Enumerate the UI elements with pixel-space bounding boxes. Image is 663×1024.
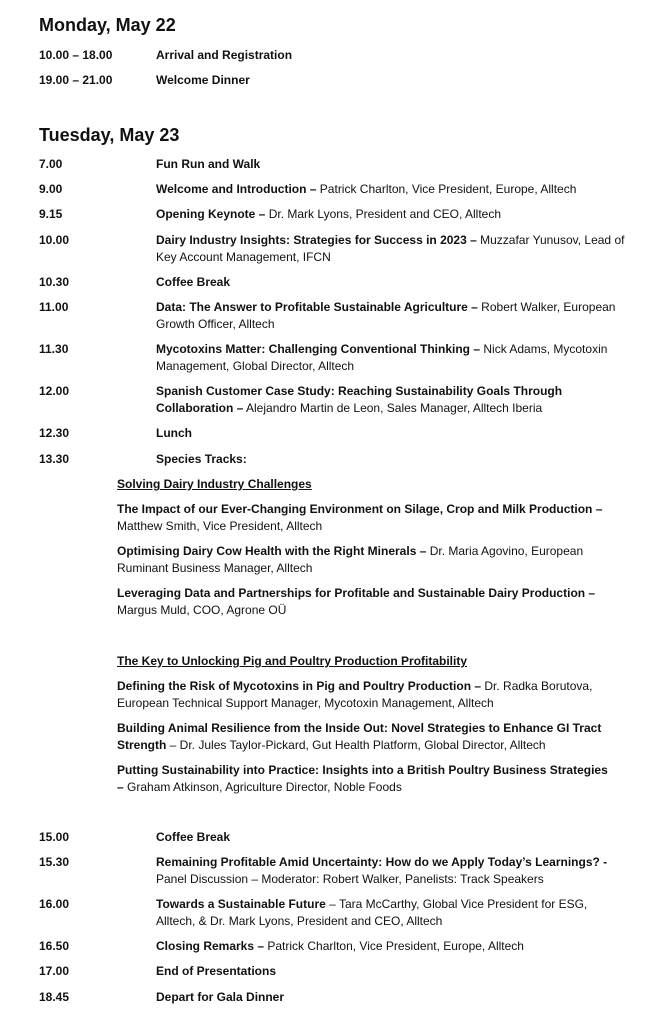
agenda-title: Data: The Answer to Profitable Sustainable Agriculture – <box>156 300 478 314</box>
talk-detail: Graham Atkinson, Agriculture Director, Noble Foods <box>123 780 402 794</box>
agenda-title: Spanish Customer Case Study: Reaching Sustainability Goals Through Collaboration – <box>156 384 563 415</box>
track-title-dairy: Solving Dairy Industry Challenges <box>117 477 312 491</box>
agenda-time: 9.15 <box>39 207 63 221</box>
track-talk <box>117 543 617 577</box>
talk-detail: Margus Muld, COO, Agrone OÜ <box>117 603 287 617</box>
agenda-title: Species Tracks: <box>156 452 247 466</box>
track-talk <box>117 678 617 712</box>
talk-title: Optimising Dairy Cow Health with the Right Minerals – <box>117 544 427 558</box>
agenda-title: Welcome Dinner <box>156 73 250 87</box>
talk-title: Defining the Risk of Mycotoxins in Pig and Poultry Production – <box>117 679 482 693</box>
talk-detail: Dr. Radka Borutova, European Technical Support Manager, Mycotoxin Management, Alltech <box>117 679 593 710</box>
agenda-detail: Robert Walker, European Growth Officer, Alltech <box>156 300 616 331</box>
track-talk <box>117 585 617 619</box>
agenda-title: Depart for Gala Dinner <box>156 990 285 1004</box>
agenda-detail: Muzzafar Yunusov, Lead of Key Account Management, IFCN <box>156 233 625 264</box>
agenda-title: End of Presentations <box>156 964 277 978</box>
agenda-time: 9.00 <box>39 182 63 196</box>
agenda-title: Closing Remarks – <box>156 939 265 953</box>
agenda-time: 10.00 <box>39 233 70 247</box>
agenda-time: 16.00 <box>39 897 70 911</box>
agenda-time: 17.00 <box>39 964 70 978</box>
agenda-title: Dairy Industry Insights: Strategies for Success in 2023 – <box>156 233 477 247</box>
agenda-detail: Alejandro Martin de Leon, Sales Manager, Alltech Iberia <box>243 401 543 415</box>
talk-title: Putting Sustainability into Practice: Insights into a British Poultry Business Strategies – <box>117 763 608 794</box>
talk-title: Leveraging Data and Partnerships for Profitable and Sustainable Dairy Production – <box>117 586 596 600</box>
track-talk <box>117 501 617 535</box>
agenda-title: Welcome and Introduction – <box>156 182 317 196</box>
talk-title: Building Animal Resilience from the Inside Out: Novel Strategies to Enhance GI Tract Strength <box>117 721 602 752</box>
talk-title: The Impact of our Ever-Changing Environment on Silage, Crop and Milk Production – <box>117 502 603 516</box>
agenda-time: 15.30 <box>39 855 70 869</box>
agenda-time: 16.50 <box>39 939 70 953</box>
agenda-title: Lunch <box>156 426 192 440</box>
agenda-title: Remaining Profitable Amid Uncertainty: How do we Apply Today’s Learnings? - <box>156 855 608 869</box>
agenda-time: 12.30 <box>39 426 70 440</box>
agenda-title: Coffee Break <box>156 830 231 844</box>
agenda-title: Arrival and Registration <box>156 48 293 62</box>
agenda-detail: Nick Adams, Mycotoxin Management, Global Director, Alltech <box>156 342 608 373</box>
agenda-detail: Panel Discussion – Moderator: Robert Walker, Panelists: Track Speakers <box>156 872 544 886</box>
agenda-detail: – Tara McCarthy, Global Vice President for ESG, Alltech, & Dr. Mark Lyons, President and CEO, Alltech <box>156 897 588 928</box>
agenda-title: Towards a Sustainable Future <box>156 897 326 911</box>
agenda-time: 13.30 <box>39 452 70 466</box>
agenda-time: 11.00 <box>39 300 69 314</box>
track-talk <box>117 762 617 796</box>
agenda-detail: Dr. Mark Lyons, President and CEO, Alltech <box>265 207 502 221</box>
agenda-detail: Patrick Charlton, Vice President, Europe, Alltech <box>316 182 577 196</box>
talk-detail: Dr. Maria Agovino, European Ruminant Business Manager, Alltech <box>117 544 584 575</box>
day-title-monday: Monday, May 22 <box>39 15 176 35</box>
track-talk <box>117 720 617 754</box>
talk-detail: – Dr. Jules Taylor-Pickard, Gut Health Platform, Global Director, Alltech <box>166 738 546 752</box>
agenda-title: Fun Run and Walk <box>156 157 261 171</box>
agenda-time: 12.00 <box>39 384 70 398</box>
agenda-time: 10.30 <box>39 275 70 289</box>
agenda-time: 7.00 <box>39 157 63 171</box>
day-title-tuesday: Tuesday, May 23 <box>39 125 180 145</box>
agenda-time: 18.45 <box>39 990 70 1004</box>
talk-detail: Matthew Smith, Vice President, Alltech <box>117 519 323 533</box>
agenda-time: 19.00 – 21.00 <box>39 73 113 87</box>
agenda-title: Opening Keynote – <box>156 207 266 221</box>
agenda-time: 15.00 <box>39 830 70 844</box>
agenda-time: 10.00 – 18.00 <box>39 48 113 62</box>
agenda-time: 11.30 <box>39 342 69 356</box>
agenda-title: Mycotoxins Matter: Challenging Conventional Thinking – <box>156 342 481 356</box>
agenda-title: Coffee Break <box>156 275 231 289</box>
agenda-detail: Patrick Charlton, Vice President, Europe, Alltech <box>264 939 524 953</box>
track-title-pig-poultry: The Key to Unlocking Pig and Poultry Production Profitability <box>117 654 468 668</box>
